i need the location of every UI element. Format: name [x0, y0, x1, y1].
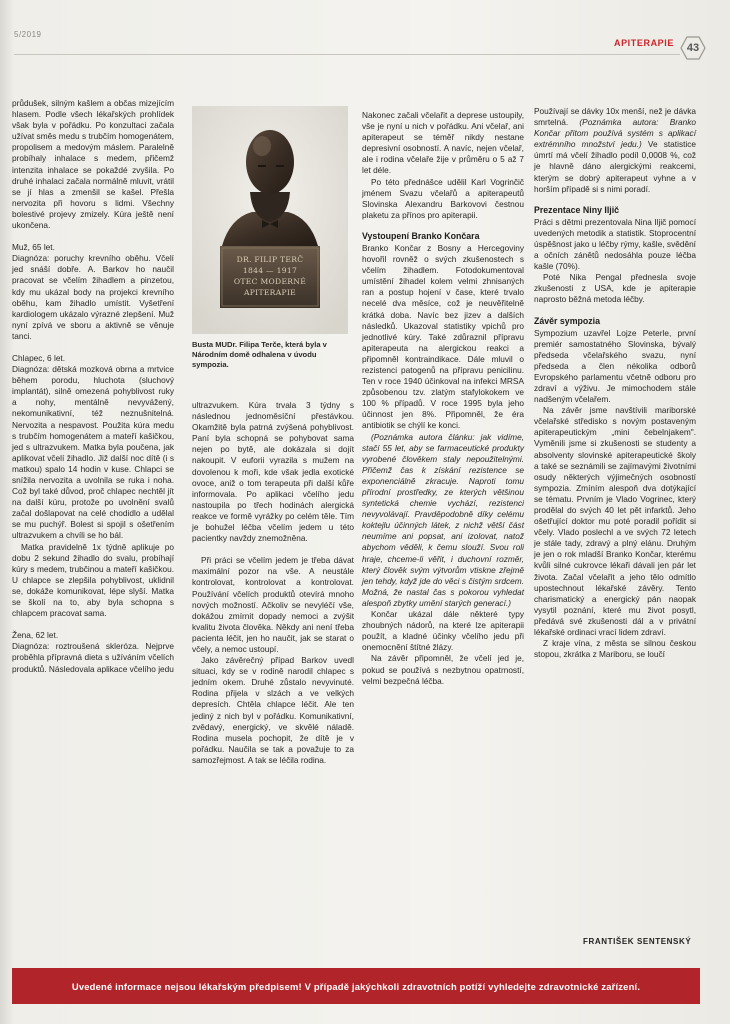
section-heading: Prezentace Niny Iljič	[534, 204, 620, 215]
paragraph	[534, 106, 696, 195]
page-number: 43	[686, 42, 700, 54]
paragraph: Na závěr připomněl, že včelí jed je, pokud se používá s nezbytnou opatrností, velmi bezpečná léčba.	[362, 653, 524, 686]
bust-image	[192, 106, 348, 334]
bust-plaque	[220, 254, 320, 298]
paragraph-text: Používají se dávky 10x menší, než je dávka smrtelná.	[534, 106, 696, 128]
paragraph: Jako závěrečný případ Barkov uvedl situaci, kdy se v rodině narodil chlapec s jedním okem. Druhé zůstalo nevyvinuté. Rodina přijela v slzách a ve velkých depresích. Chtěla chlapce léčit. Ale ten jediný z nich byl v pořádku. Komunikativní, zvědavý, energický, ve skvělé náladě. Rodina musela pochopit, že dítě je v pořádku. Naučila se tak a považuje to za samozřejmost. A tak se léčila rodina.	[192, 655, 354, 765]
section-title: APITERAPIE	[613, 38, 674, 48]
plaque-text: 1844 — 1917	[242, 266, 298, 275]
article-column-2	[192, 400, 354, 766]
plaque-text: DR. FILIP TERČ	[236, 255, 304, 264]
section-heading: Vystoupení Branko Končara	[362, 230, 480, 241]
paragraph: Sympozium uzavřel Lojze Peterle, první premiér samostatného Slovinska, bývalý předseda včelařského svazu, nyní předseda a člen nékolika odborů Evropského parlamentu včetně odboru pro zdraví a výživu. Je mimochodem stále nadšeným včelařem.	[534, 327, 696, 405]
paragraph: Matka pravidelně 1x týdně aplikuje po dobu 2 sekund žihadlo do svalu, probíhají kúry s medem, trubčinou a mateří kašičkou. U chlapce se zlepšila pohyblivost, uklidnil se, dokáže komunikovat, lépe slyší. Matka se školí na to, aby byla schopna s chlapcem pracovat sama.	[12, 541, 174, 619]
article-column-4	[534, 106, 696, 660]
paragraph: Po této přednášce udělil Karl Vogrinčič jménem Svazu včelařů a apiterapeutů Slovinska Alexandru Barkovovi čestnou plaketu za přínos pro apiterapii.	[362, 176, 524, 220]
paragraph: Diagnóza: roztroušená skleróza. Nejprve proběhla přípravná dieta s užíváním včelích produktů. Následovala aplikace včelího jedu	[12, 641, 174, 674]
paragraph: ultrazvukem. Kúra trvala 3 týdny s následnou jednoměsíční přestávkou. Okamžitě byla patrná zvýšená pohyblivost. Paní byla schopná se pohybovat sama nejen po bytě, ale dokázala si dojít nakoupit. V euforii vyrazila s mužem na dovolenou k moři, kde však jedla exotické ovoce, aniž o tom terapeuta při další kůře informovala. Po aplikaci včelího jedu nastoupila po třech hodinách alergická reakce ve formě vyrážky po celém těle. Tím je bohužel léčba včelím jedem u této pacientky navždy znemožněna.	[192, 400, 354, 544]
paragraph: Diagnóza: poruchy krevního oběhu. Včelí jed snáší dobře. A. Barkov ho naučil pracovat se včelím žihadlem a pinzetou, kdy mu ukázal body na projekci krevního oběhu, kam žihadlo umístit. Vyšetření kardiologem ukázalo výrazné zlepšení. Muž nyní zpívá ve sboru a aktivně se věnuje tanci.	[12, 253, 174, 341]
case-title: Žena, 62 let.	[12, 630, 59, 641]
paragraph-text: Ve statistice úmrtí má včelí žihadlo podíl 0,0008 %, což je hlavně dáno alergickými reakcemi, kterým se dobrý apiterapeut vyhne a v horším případě si s nimi poradí.	[534, 139, 696, 194]
note-text: (Poznámka autora: Branko Končar přitom používá systém s aplikací extrémního množství jedu.)	[534, 117, 696, 150]
disclaimer-text: Uvedené informace nejsou lékařským předpisem! V případě jakýchkoli zdravotních potíží vyhledejte zdravotnické zařízení.	[71, 980, 641, 992]
article-column-3	[362, 110, 524, 687]
plaque-text: OTEC MODERNÉ	[233, 277, 307, 286]
photo-caption: Busta MUDr. Filipa Terče, která byla v Národním domě odhalena v úvodu sympozia.	[192, 340, 327, 369]
paragraph: Končar ukázal dále některé typy zhoubných nádorů, na které lze apiterapii použít, a kladné účinky včelího jedu při onemocnění štítné žlázy.	[362, 609, 524, 653]
paragraph: Na závěr jsme navštívili mariborské včelařské středisko s novým postaveným apiterapeutickým „mini čebelnjakem". Vyměnili jsme si zkušenosti se studenty a absolventy slovinské apiterapeutické školy a také se seznámili se zajímavými životními osudy některých výjimečných osobností sympozia. Zmíním alespoň dva dotýkající se tématu. Prvním je Vlado Vogrinec, který prodělal do svých 40 let pět infarktů. Jeho ošetřující doktor mu poté poradil pořídit si včely. Vlado poslechl a ve svých 72 letech je stále tady, zdravý a plný elánu. Druhým je jen o rok mladší Branko Končar, kterému kvůli silné cukrovce lékaři dávali jen pár let života. Začal včelařit a jeho tělo odmítlo upostechnout lékařské závěry. Tento charismatický a energický pán naopak vysytil poznání, které mu život posytl, předává své zkušenosti dál a v privátní lékařské ordinaci vrací lidem zdraví.	[534, 405, 696, 638]
paragraph: Nakonec začali včelařit a deprese ustoupily, vše je nyní u nich v pořádku. Ani včelař, ani apiterapeut se téměř nikdy nestane depresivní osobností. A navíc, nejen včelař, ale i rodina včelaře žije v průměru o 5 až 7 let déle.	[362, 110, 524, 176]
paragraph: Práci s dětmi prezentovala Nina Iljič pomocí uvedených metodik a statistik. Stoprocentní úspěšnost jako u léčby rýmy, kašle, svědění a očních zánětů nedosáhla pouze léčba kašle (70%).	[534, 216, 696, 272]
case-title: Chlapec, 6 let.	[12, 352, 66, 363]
plaque-text: APITERAPIE	[243, 288, 297, 297]
paragraph: Při práci se včelím jedem je třeba dávat maximální pozor na vše. A neustále kontrolovat, kontrolovat a kontrolovat. Používání včelích produktů otevírá mnoho nových možností. Ačkoliv se nevyléčí vše, dokážou zmírnit dopady nemoci a zvýšit kvalitu života člověka. Někdy ani není třeba pacienta léčit, jen ho naučit, jak se starat o včely, a nemoc ustoupí.	[192, 555, 354, 654]
header-divider	[14, 54, 680, 55]
article-column-1	[12, 98, 174, 675]
author-name: FRANTIŠEK SENTENSKÝ	[583, 937, 692, 946]
issue-number: 5/2019	[14, 30, 42, 39]
disclaimer-bar	[12, 968, 700, 1004]
section-heading: Závěr sympozia	[534, 315, 601, 326]
note-text: (Poznámka autora článku: jak vidíme, stačí 55 let, aby se farmaceutické produkty vyrobené člověkem staly nepoužitelnými. Přičemž čas k získání rezistence se exponenciálně zkracuje. Naproti tomu přírodní prostředky, ze kterých většinou syntetická chemie vychází, rezistenci nevyvolávají. Pravděpodobně díky celému koktejlu účinných látek, z nichž větší část neumíme ani popsat, ani izolovat, natož abychom věděli, k čemu slouží. Svou roli hraje, chceme-li věřit, i duchovní rozměr, který člověk svým výtvorům vtiskne zřejmě jen tehdy, když jde do věci s čistým srdcem. Možná, že nastal čas s pokorou vyhledat alespoň zbytky umění starých generací.)	[362, 431, 524, 608]
paragraph: Z kraje vína, z města se silnou českou stopou, zkrátka z Mariboru, se loučí	[534, 638, 696, 660]
paragraph-note	[362, 432, 524, 610]
bust-photo	[192, 106, 348, 334]
page-number-badge	[680, 36, 706, 60]
paragraph: Branko Končar z Bosny a Hercegoviny hovořil rovněž o svých zkušenostech s včelím žihadlem. Fotodokumentoval umístění žihadel kolem velmi zhnisaných ran a postup hojení v čase, které trvalo necelé dva měsíce, což je neuvěřitelně krátká doba. Navíc bez jizev a dalších následků. Ukazoval statistiky vpichů pro jednotlivé kúry. Také zdůraznil přípravu apiterapeuta na alergickou reakci a připomněl kontraindikace. Dále mluvil o rezistenci patogenů na přípravu penicilinu. Ten v roce 1940 účinkoval na infekci MRSA způsobenou tzv. zlatým stafylokokem ve 100 % případů. V roce 1995 byla jeho účinnost jen 8%. Připomněl, že éra antibiotik se chýlí ke konci.	[362, 242, 524, 431]
case-title: Muž, 65 let.	[12, 242, 55, 253]
paragraph: Poté Nika Pengal přednesla svoje zkušenosti z USA, kde je apiterapie naprosto běžná metoda léčby.	[534, 272, 696, 305]
paragraph: průdušek, silným kašlem a občas mizejícím hlasem. Podle všech lékařských prohlídek však byla v pořádku. Po konzultaci začala užívat směs medu s trubčím homogenátem, propolisem a medovým máslem. Paralelně probíhaly inhalace s medem, přičemž intenzita inhalace se pokaždé zvyšila. Po druhé inhalaci začala normálně mluvit, vrátil se jí hlas a zmenšil se kašel. Přešla nervozita při hovoru s lidmi. Všechny bolestivé projevy zmizely. Kúra ještě není ukončena.	[12, 98, 174, 231]
paragraph: Diagnóza: dětská mozková obrna a mrtvice během porodu, hluchota (sluchový implantát), silně omezená pohyblivost ruky a nohy, mentálně nevyvážený, nekomunikativní, též neznušnitelná. Nervozita a nespavost. Použita kúra medu s trubčím homogenátem a mateří kašičkou, jed s ultrazvukem. Matka byla poučena, jak aplikovat včelí žihadlo. Již další noc dítě (i s matkou) spalo 14 hodin v kuse. Chlapci se snížila nervozita a uvolnila se ruka i noha. Což byl také důvod, proč chlapec nechtěl jít na další kúru, protože po uvolnění svalů začal došlapovat na celé chodidlo a udělal se mu puchýř. Bolest si spojil s ošetřením ultrazvukem a chvíli se ho bál.	[12, 364, 174, 541]
